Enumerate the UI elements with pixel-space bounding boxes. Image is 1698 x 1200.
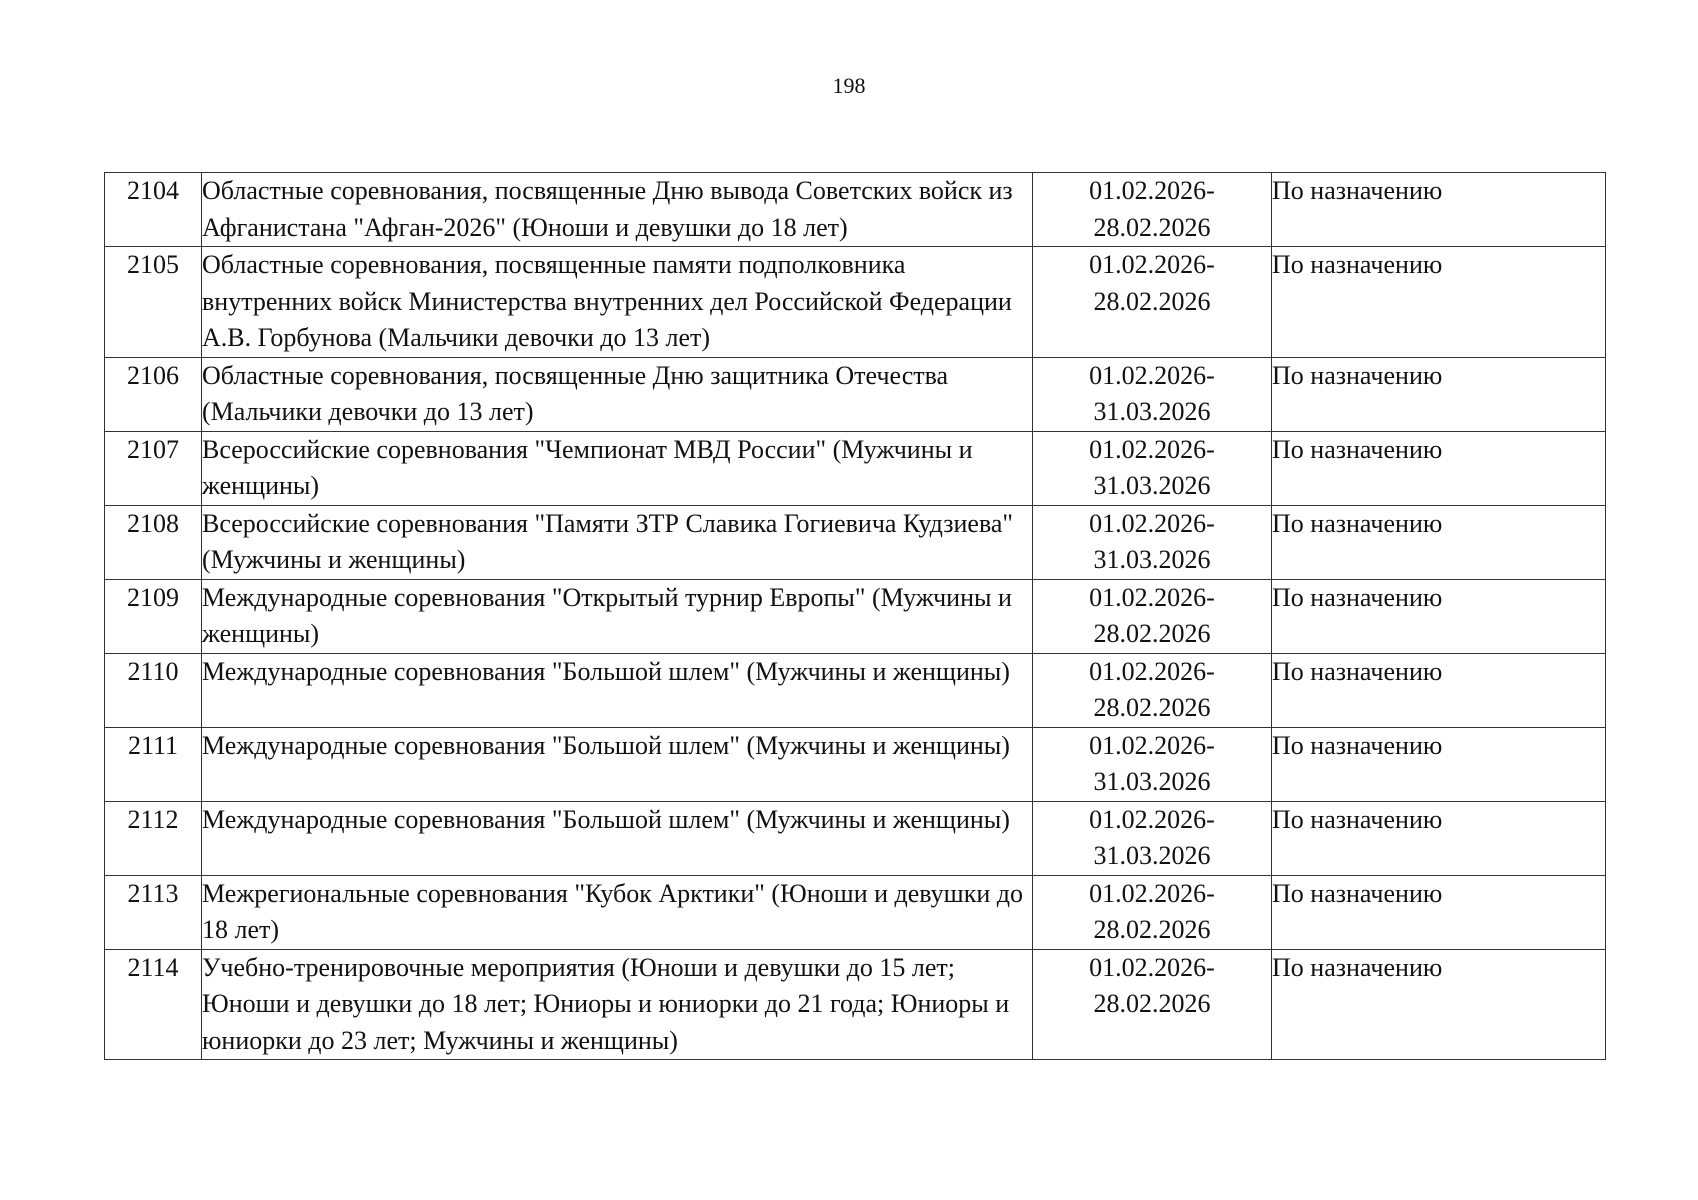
date-end: 28.02.2026 [1093, 286, 1211, 316]
event-dates-cell [1033, 949, 1272, 1060]
date-start: 01.02.2026- [1089, 360, 1215, 390]
date-end: 31.03.2026 [1093, 397, 1211, 426]
table-row [105, 727, 1606, 801]
event-place-cell: По назначению [1272, 727, 1606, 801]
row-number-cell: 2109 [105, 579, 202, 653]
event-place-cell: По назначению [1272, 579, 1606, 653]
row-number-cell: 2113 [105, 875, 202, 949]
date-start: 01.02.2026- [1089, 582, 1215, 612]
event-dates-cell [1033, 801, 1272, 875]
table-row [105, 801, 1606, 875]
event-dates-cell [1033, 357, 1272, 431]
event-place-cell: По назначению [1272, 357, 1606, 431]
event-name-cell: Областные соревнования, посвященные памяти подполковника внутренних войск Министерства внутренних дел Российской Федерации А.В. Горбунова (Мальчики девочки до 13 лет) [202, 247, 1033, 358]
event-name-cell: Межрегиональные соревнования "Кубок Арктики" (Юноши и девушки до 18 лет) [202, 875, 1033, 949]
table-row [105, 949, 1606, 1060]
row-number-cell: 2106 [105, 357, 202, 431]
event-name-cell: Международные соревнования "Большой шлем" (Мужчины и женщины) [202, 727, 1033, 801]
event-name-cell: Всероссийские соревнования "Чемпионат МВД России" (Мужчины и женщины) [202, 431, 1033, 505]
event-place-cell: По назначению [1272, 505, 1606, 579]
table-row [105, 875, 1606, 949]
row-number-cell: 2112 [105, 801, 202, 875]
date-start: 01.02.2026- [1089, 952, 1215, 982]
event-place-cell: По назначению [1272, 247, 1606, 358]
date-end: 28.02.2026 [1093, 619, 1211, 648]
events-table-body [105, 173, 1606, 1060]
row-number-cell: 2107 [105, 431, 202, 505]
event-dates-cell [1033, 653, 1272, 727]
table-row [105, 431, 1606, 505]
row-number-cell: 2110 [105, 653, 202, 727]
event-place-cell: По назначению [1272, 653, 1606, 727]
event-dates-cell [1033, 431, 1272, 505]
event-dates-cell [1033, 173, 1272, 247]
date-start: 01.02.2026- [1089, 250, 1215, 279]
row-number-cell: 2105 [105, 247, 202, 358]
date-end: 31.03.2026 [1093, 545, 1211, 574]
date-start: 01.02.2026- [1089, 434, 1215, 464]
table-row [105, 653, 1606, 727]
date-end: 31.03.2026 [1093, 841, 1211, 870]
table-row [105, 357, 1606, 431]
event-place-cell: По назначению [1272, 431, 1606, 505]
row-number-cell: 2108 [105, 505, 202, 579]
date-start: 01.02.2026- [1089, 508, 1215, 538]
page-number: 198 [832, 73, 866, 98]
event-place-cell: По назначению [1272, 801, 1606, 875]
row-number-cell: 2111 [105, 727, 202, 801]
event-name-cell: Областные соревнования, посвященные Дню вывода Советских войск из Афганистана "Афган-2026" (Юноши и девушки до 18 лет) [202, 173, 1033, 247]
event-dates-cell [1033, 875, 1272, 949]
date-end: 28.02.2026 [1093, 212, 1211, 242]
event-dates-cell [1033, 579, 1272, 653]
date-start: 01.02.2026- [1089, 804, 1215, 834]
date-end: 28.02.2026 [1093, 989, 1211, 1018]
date-start: 01.02.2026- [1089, 656, 1215, 686]
event-dates-cell [1033, 727, 1272, 801]
table-row [105, 247, 1606, 358]
row-number-cell: 2114 [105, 949, 202, 1060]
row-number-cell: 2104 [105, 173, 202, 247]
date-end: 28.02.2026 [1093, 915, 1211, 944]
event-dates-cell [1033, 505, 1272, 579]
events-table [104, 172, 1606, 1060]
event-name-cell: Международные соревнования "Большой шлем" (Мужчины и женщины) [202, 801, 1033, 875]
event-dates-cell [1033, 247, 1272, 358]
table-row [105, 579, 1606, 653]
date-start: 01.02.2026- [1089, 730, 1215, 760]
event-name-cell: Международные соревнования "Большой шлем" (Мужчины и женщины) [202, 653, 1033, 727]
event-name-cell: Областные соревнования, посвященные Дню защитника Отечества (Мальчики девочки до 13 лет) [202, 357, 1033, 431]
event-place-cell: По назначению [1272, 173, 1606, 247]
event-name-cell: Международные соревнования "Открытый турнир Европы" (Мужчины и женщины) [202, 579, 1033, 653]
table-row [105, 173, 1606, 247]
date-start: 01.02.2026- [1089, 176, 1215, 205]
event-name-cell: Учебно-тренировочные мероприятия (Юноши и девушки до 15 лет; Юноши и девушки до 18 лет; Юниоры и юниорки до 21 года; Юниоры и юниорки до 23 лет; Мужчины и женщины) [202, 949, 1033, 1060]
date-start: 01.02.2026- [1089, 878, 1215, 908]
date-end: 31.03.2026 [1093, 767, 1211, 796]
date-end: 28.02.2026 [1093, 693, 1211, 722]
event-place-cell: По назначению [1272, 949, 1606, 1060]
event-name-cell: Всероссийские соревнования "Памяти ЗТР Славика Гогиевича Кудзиева" (Мужчины и женщины) [202, 505, 1033, 579]
event-place-cell: По назначению [1272, 875, 1606, 949]
table-row [105, 505, 1606, 579]
date-end: 31.03.2026 [1093, 471, 1211, 500]
